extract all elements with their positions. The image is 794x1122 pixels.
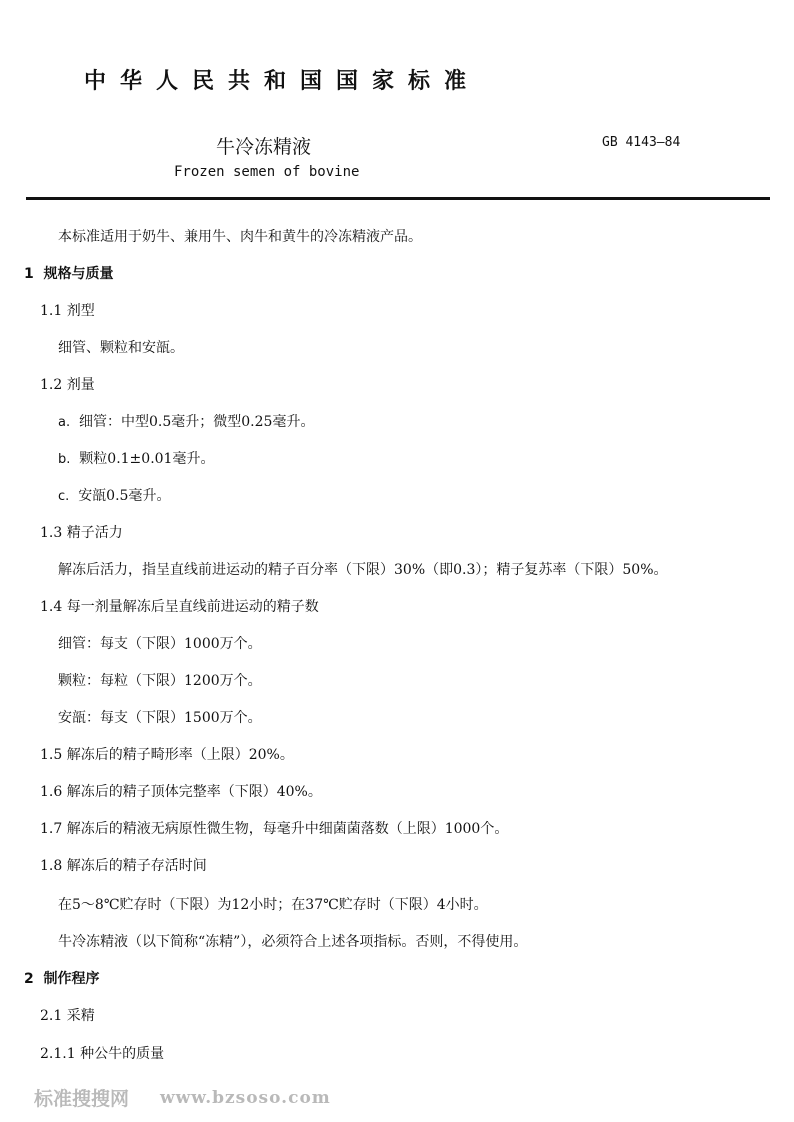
- clause-1-8-line: 在5～8℃贮存时（下限）为12小时；在37℃贮存时（下限）4小时。: [58, 897, 488, 913]
- standard-title-cn: 牛冷冻精液: [216, 136, 312, 158]
- list-text: 细管：中型0.5毫升；微型0.25毫升。: [79, 414, 315, 430]
- clause-1-8-line: 牛冷冻精液（以下简称“冻精”），必须符合上述各项指标。否则，不得使用。: [58, 934, 528, 950]
- clause-1-4-line: 安瓿：每支（下限）1500万个。: [58, 710, 262, 726]
- list-text: 颗粒0.1±0.01毫升。: [79, 451, 215, 467]
- clause-1-4-line: 细管：每支（下限）1000万个。: [58, 636, 262, 652]
- clause-1-8-heading: 1.8 解冻后的精子存活时间: [40, 858, 207, 874]
- intro-paragraph: 本标准适用于奶牛、兼用牛、肉牛和黄牛的冷冻精液产品。: [58, 229, 422, 245]
- clause-2-1-heading: 2.1 采精: [40, 1008, 95, 1024]
- section-title: 规格与质量: [43, 266, 114, 282]
- list-item: [58, 485, 170, 505]
- section-2-heading: [24, 968, 100, 988]
- clause-1-2-heading: 1.2 剂量: [40, 377, 95, 393]
- section-title: 制作程序: [43, 971, 100, 987]
- section-1-heading: [24, 263, 114, 283]
- clause-1-4-line: 颗粒：每粒（下限）1200万个。: [58, 673, 262, 689]
- clause-1-1-text: 细管、颗粒和安瓿。: [58, 340, 184, 356]
- list-marker: a.: [58, 415, 71, 430]
- section-number: 2: [24, 971, 34, 987]
- clause-1-3-text: 解冻后活力，指呈直线前进运动的精子百分率（下限）30%（即0.3）；精子复苏率（下限）50%。: [58, 562, 668, 578]
- list-marker: c.: [58, 489, 70, 504]
- watermark-brand: 标准搜搜网: [34, 1088, 130, 1110]
- standard-title-en: Frozen semen of bovine: [174, 164, 360, 180]
- clause-1-7: 1.7 解冻后的精液无病原性微生物，每毫升中细菌菌落数（上限）1000个。: [40, 821, 509, 837]
- clause-2-1-1-heading: 2.1.1 种公牛的质量: [40, 1046, 165, 1062]
- clause-1-3-heading: 1.3 精子活力: [40, 525, 123, 541]
- list-text: 安瓿0.5毫升。: [78, 488, 171, 504]
- list-item: [58, 411, 314, 431]
- national-standard-title: 中华人民共和国国家标准: [84, 69, 481, 94]
- header-divider: [26, 197, 770, 200]
- standard-code: GB 4143—84: [602, 135, 681, 150]
- section-number: 1: [24, 266, 34, 282]
- watermark-url: www.bzsoso.com: [160, 1088, 331, 1108]
- clause-1-5: 1.5 解冻后的精子畸形率（上限）20%。: [40, 747, 294, 763]
- clause-1-1-heading: 1.1 剂型: [40, 303, 95, 319]
- clause-1-4-heading: 1.4 每一剂量解冻后呈直线前进运动的精子数: [40, 599, 319, 615]
- list-item: [58, 448, 214, 468]
- list-marker: b.: [58, 452, 71, 467]
- clause-1-6: 1.6 解冻后的精子顶体完整率（下限）40%。: [40, 784, 322, 800]
